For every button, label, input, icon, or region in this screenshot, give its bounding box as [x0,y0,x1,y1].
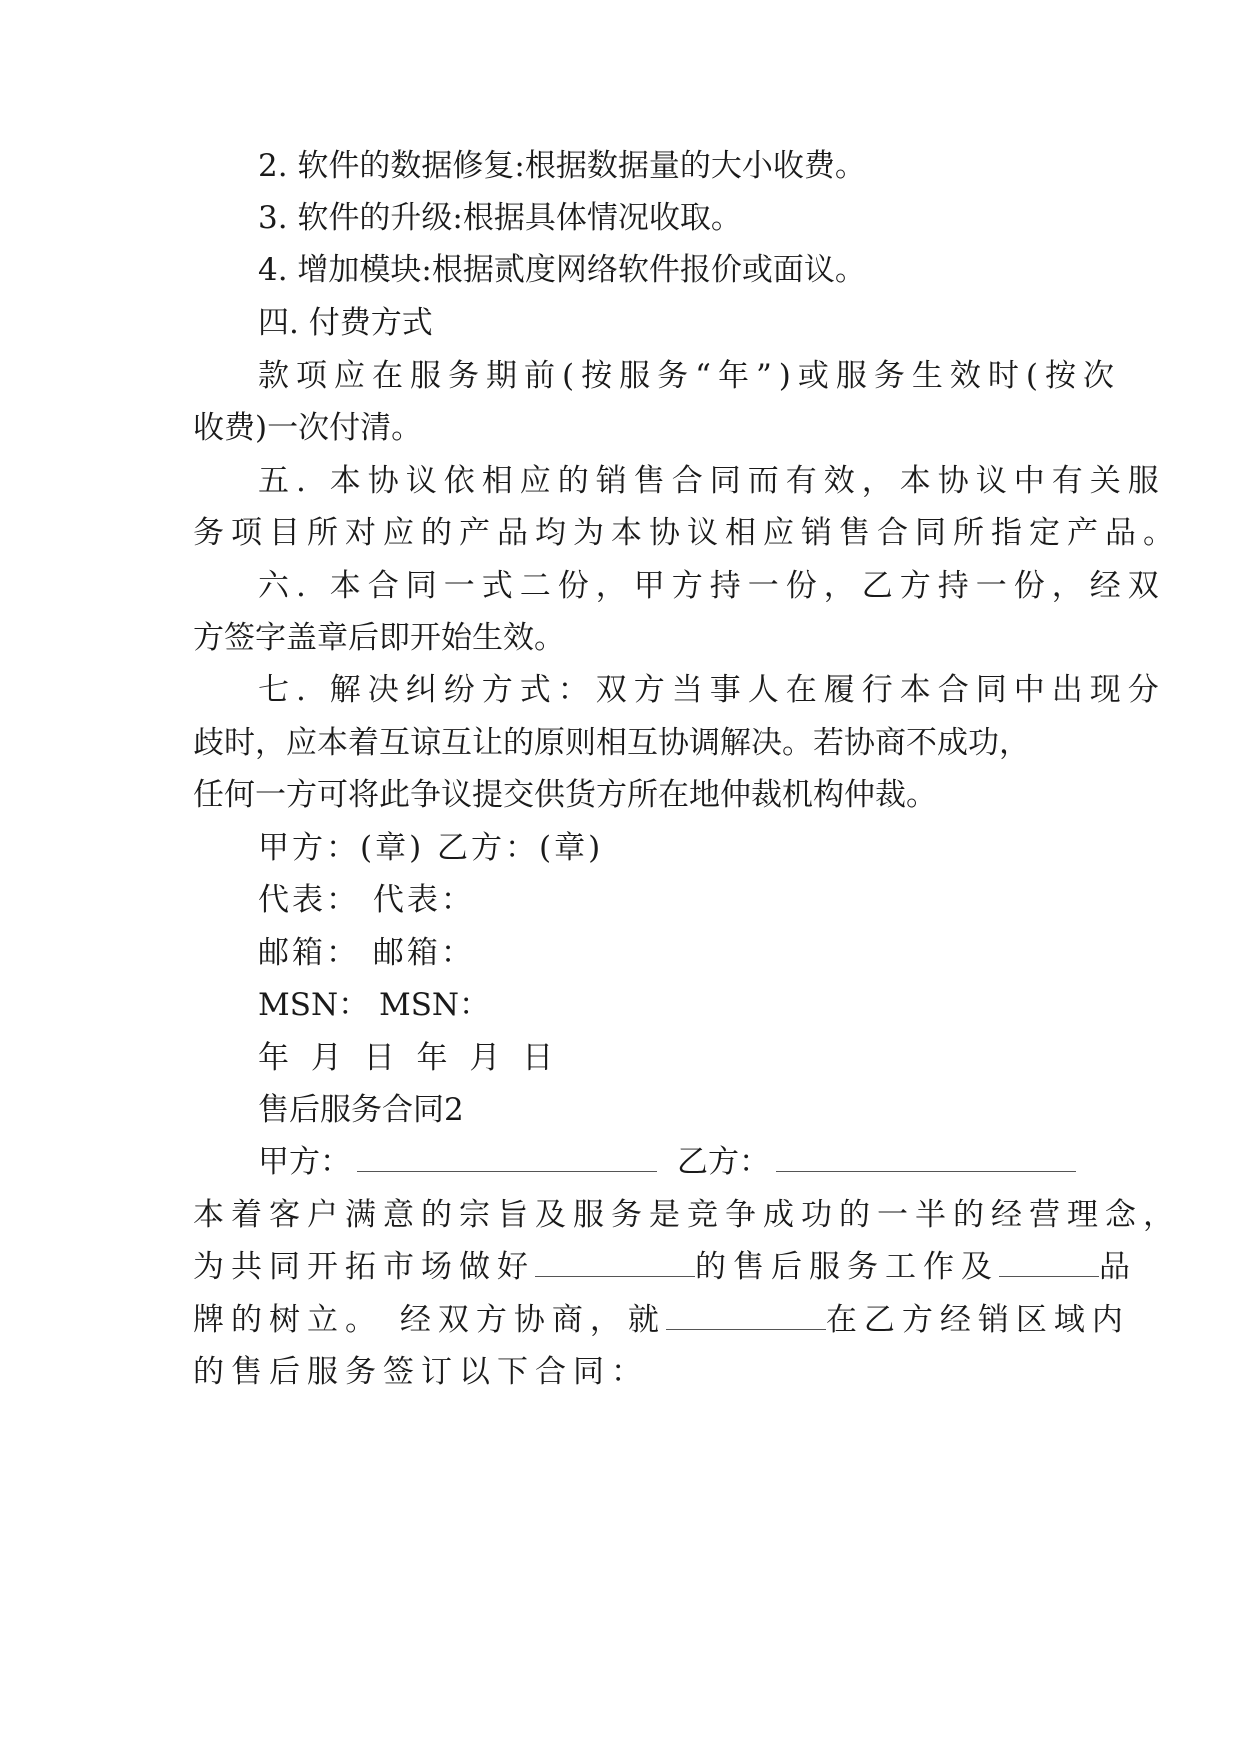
clause-7-line-3: 任何一方可将此争议提交供货方所在地仲裁机构仲裁。 [193,777,937,813]
intro-line-3-part-1: 牌的树立。 经双方协商，就 [193,1302,666,1338]
party-a-blank [357,1141,657,1172]
clause-5-line-2: 务项目所对应的产品均为本协议相应销售合同所指定产品。 [193,515,1181,551]
party-line [258,1133,1241,1191]
signature-msn-line: MSN： MSN： [258,987,491,1023]
brand-blank [999,1246,1099,1277]
clause-5-line-1: 五. 本协议依相应的销售合同而有效，本协议中有关服 [258,463,1166,499]
payment-text-line-2: 收费)一次付清。 [193,410,423,446]
product-blank [666,1299,826,1330]
signature-representative-line: 代表： 代表： [258,882,475,918]
contract-2-title: 售后服务合同2 [258,1092,464,1128]
item-4-add-module: 4. 增加模块:根据贰度网络软件报价或面议。 [258,252,866,288]
intro-line-2-part-1: 为共同开拓市场做好 [193,1249,535,1285]
service-product-blank [535,1246,695,1277]
clause-6-line-2: 方签字盖章后即开始生效。 [193,620,565,656]
intro-line-2-part-2: 的售后服务工作及 [695,1249,999,1285]
contract-2-intro-line-4: 的售后服务签订以下合同： [193,1354,649,1390]
signature-email-line: 邮箱： 邮箱： [258,935,475,971]
item-3-upgrade: 3. 软件的升级:根据具体情况收取。 [258,200,742,236]
intro-line-3-part-2: 在乙方经销区域内 [825,1302,1130,1338]
party-b-label: 乙方： [677,1144,770,1180]
party-a-label: 甲方： [258,1144,351,1180]
item-2-data-repair: 2. 软件的数据修复:根据数据量的大小收费。 [258,148,866,184]
contract-2-intro-line-1: 本着客户满意的宗旨及服务是竞争成功的一半的经营理念， [193,1197,1181,1233]
intro-line-2-part-3: 品 [1099,1249,1137,1285]
payment-text-line-1: 款项应在服务期前(按服务“年”)或服务生效时(按次 [258,358,1121,394]
section-4-heading: 四. 付费方式 [258,305,433,341]
party-b-blank [776,1141,1076,1172]
clause-7-line-2: 歧时，应本着互谅互让的原则相互协调解决。若协商不成功， [193,725,1030,761]
signature-date-line: 年 月 日 年 月 日 [258,1040,554,1076]
signature-seal-line: 甲方：(章) 乙方：(章) [258,830,604,866]
clause-6-line-1: 六. 本合同一式二份，甲方持一份，乙方持一份，经双 [258,568,1166,604]
clause-7-line-1: 七. 解决纠纷方式：双方当事人在履行本合同中出现分 [258,672,1166,708]
contract-2-intro-line-3 [193,1291,1241,1349]
contract-2-intro-line-2 [193,1238,1241,1296]
